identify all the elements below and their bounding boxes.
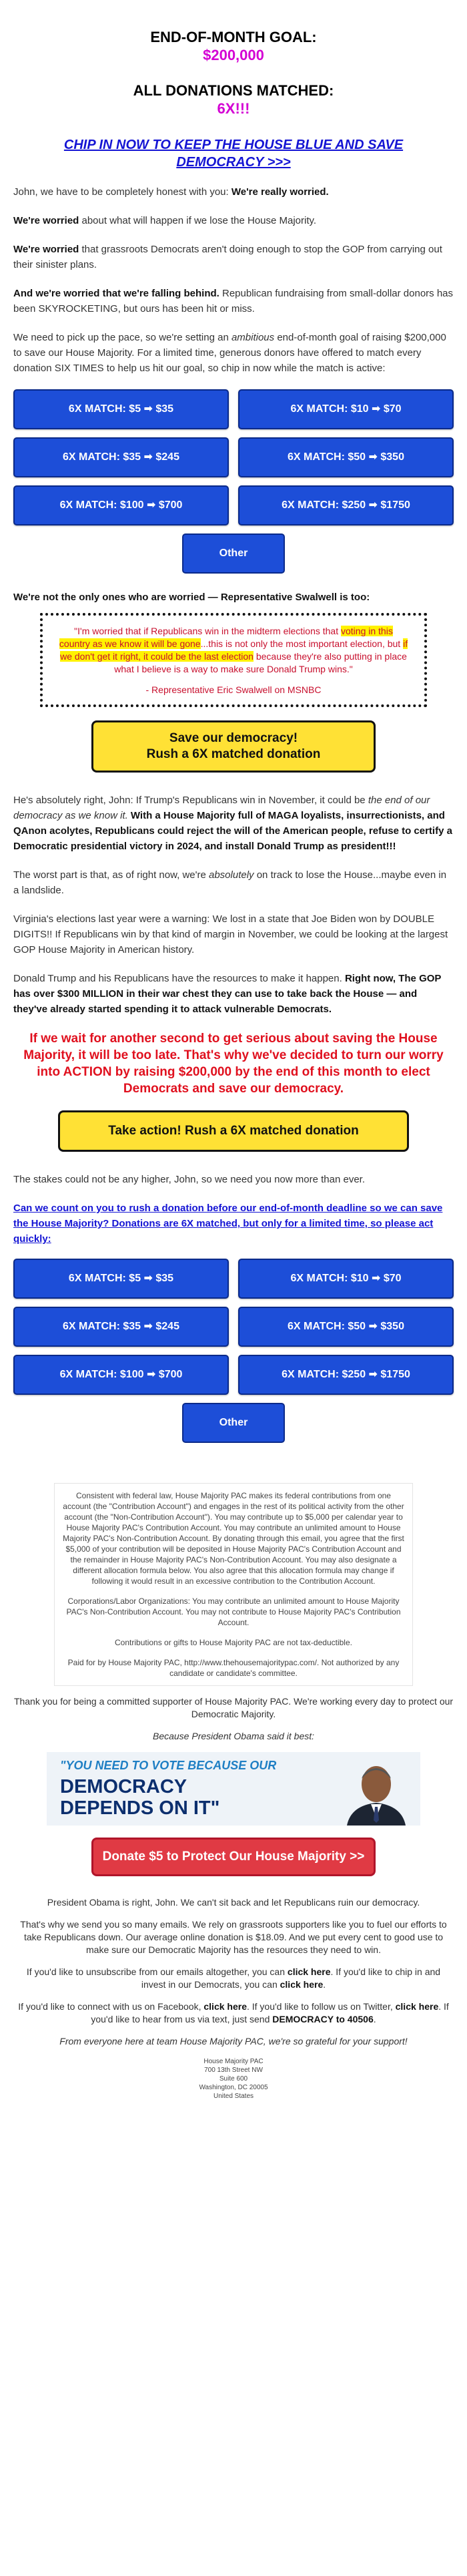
address-line: 700 13th Street NW xyxy=(204,2067,263,2074)
count-on-you-link[interactable]: Can we count on you to rush a donation before our end-of-month deadline so we can save the House Majority? Donations are 6X matched, but only for a limited time, so please act quickly: xyxy=(13,1203,443,1245)
mailing-address xyxy=(13,2057,454,2101)
text: . xyxy=(373,2014,376,2024)
text: on track to lose the House...maybe even in a landslide. xyxy=(13,869,447,896)
text-bold: We're worried xyxy=(13,215,79,226)
cta1-line2: Rush a 6X matched donation xyxy=(146,747,321,761)
unsubscribe-text xyxy=(13,1966,454,1991)
donate-5-button[interactable]: Donate $5 to Protect Our House Majority >> xyxy=(91,1838,376,1876)
intro-p3 xyxy=(13,242,454,272)
text-italic: absolutely xyxy=(209,869,254,881)
match-label: ALL DONATIONS MATCHED: xyxy=(133,82,334,99)
text: . If you'd like to chip in and invest in our Democrats, you can xyxy=(141,1966,441,1990)
match-value: 6X!!! xyxy=(217,100,250,117)
legal-p1: Consistent with federal law, House Majority PAC makes its federal contributions from one account (the "Contribution Account") and engages in the rest of its political activity from the other account (the "Non-Contribution Account"). You may contribute up to $5,000 per calendar year to House Majority PAC's Contribution Account. You may contribute an unlimited amount to House Majority PAC's Non-Contribution Account. By donating through this email, you agree that the first $5,000 of your contribution will be deposited in House Majority PAC's Contribution Account and the remainder in House Majority PAC's Non-Contribution Account. You may also designate a different allocation formula below. You also agree that this allocation formula may change if following it would result in an excessive contribution to the Contribution Account. xyxy=(63,1491,404,1586)
goal-amount: $200,000 xyxy=(203,47,264,63)
match-button-grid-2 xyxy=(13,1259,454,1395)
intro-p1 xyxy=(13,184,454,200)
text: that grassroots Democrats aren't doing enough to stop the GOP from carrying out their sinister plans. xyxy=(13,244,442,270)
obama-said: Because President Obama said it best: xyxy=(152,1731,315,1741)
legal-p2: Corporations/Labor Organizations: You may contribute an unlimited amount to House Majority PAC's Non-Contribution Account. You may not contribute to House Majority PAC's Contribution Account. xyxy=(66,1596,401,1627)
banner-small-text: "YOU NEED TO VOTE BECAUSE OUR xyxy=(60,1759,277,1772)
cta1-line1: Save our democracy! xyxy=(169,731,298,745)
text: John, we have to be completely honest with you: xyxy=(13,186,231,198)
other-amount-button[interactable]: Other xyxy=(182,533,285,574)
text: If you'd like to unsubscribe from our emails altogether, you can xyxy=(26,1966,288,1977)
goal-label: END-OF-MONTH GOAL: xyxy=(150,29,317,45)
match-button-50[interactable]: 6X MATCH: $50 ➡ $350 xyxy=(238,437,454,477)
swalwell-intro: We're not the only ones who are worried — Representative Swalwell is too: xyxy=(13,592,370,603)
quote-text: ...this is not only the most important election, but xyxy=(200,638,404,649)
match-button-35[interactable]: 6X MATCH: $35 ➡ $245 xyxy=(13,437,229,477)
text: . xyxy=(323,1979,326,1990)
body-p6 xyxy=(13,793,454,854)
match-button-10[interactable]: 6X MATCH: $10 ➡ $70 xyxy=(238,1259,454,1299)
twitter-link[interactable]: click here xyxy=(395,2001,439,2012)
text-keyword: DEMOCRACY to 40506 xyxy=(272,2014,374,2024)
goal-header xyxy=(13,28,454,118)
match-button-100[interactable]: 6X MATCH: $100 ➡ $700 xyxy=(13,485,229,525)
address-line: House Majority PAC xyxy=(203,2058,264,2065)
quote-highlight: if we don't get it right, it could be the last election xyxy=(60,638,408,662)
match-button-10[interactable]: 6X MATCH: $10 ➡ $70 xyxy=(238,389,454,429)
match-button-100[interactable]: 6X MATCH: $100 ➡ $700 xyxy=(13,1355,229,1395)
chip-in-footer-link[interactable]: click here xyxy=(280,1979,324,1990)
match-button-5[interactable]: 6X MATCH: $5 ➡ $35 xyxy=(13,389,229,429)
text-italic: ambitious xyxy=(231,332,275,343)
address-line: Washington, DC 20005 xyxy=(199,2084,268,2091)
quote-text: because they're also putting in place what I believe is a way to make sure Donald Trump wins." xyxy=(114,651,407,674)
match-button-5[interactable]: 6X MATCH: $5 ➡ $35 xyxy=(13,1259,229,1299)
swalwell-quote xyxy=(40,613,427,707)
thanks-text: Thank you for being a committed supporter of House Majority PAC. We're working every day to protect our Democratic Majority. xyxy=(13,1696,454,1719)
text-bold: We're worried xyxy=(13,244,79,255)
text-bold: And we're worried that we're falling behind. xyxy=(13,288,219,299)
quote-text: "I'm worried that if Republicans win in the midterm elections that xyxy=(74,626,341,636)
email-body xyxy=(13,0,454,2101)
text-bold: We're really worried. xyxy=(231,186,329,198)
body-p7 xyxy=(13,867,454,898)
take-action-button[interactable]: Take action! Rush a 6X matched donation xyxy=(58,1110,409,1152)
text: Donald Trump and his Republicans have the resources to make it happen. xyxy=(13,973,345,984)
unsubscribe-link[interactable]: click here xyxy=(287,1966,331,1977)
obama-portrait-icon xyxy=(342,1756,411,1826)
quote-highlight: voting in this country as we know it will be gone xyxy=(59,626,393,649)
match-button-grid xyxy=(13,389,454,525)
legal-disclaimer xyxy=(54,1483,413,1686)
text-bold: Right now, The GOP has over $300 MILLION in their war chest they can use to take back the House — and they've already started spending it to attack vulnerable Democrats. xyxy=(13,973,442,1015)
banner-big-line2: DEPENDS ON IT" xyxy=(60,1797,220,1819)
emails-note: That's why we send you so many emails. We rely on grassroots supporters like you to fuel our efforts to take Republicans down. Our average online donation is $18.09. And we put every cent to good use to make sure our Democratic Majority has the resources they need to win. xyxy=(20,1919,447,1955)
other-amount-button[interactable]: Other xyxy=(182,1403,285,1443)
text: The worst part is that, as of right now, we're xyxy=(13,869,209,881)
intro-p4 xyxy=(13,286,454,316)
text: about what will happen if we lose the House Majority. xyxy=(79,215,317,226)
banner-big-text xyxy=(60,1776,219,1819)
body-p9 xyxy=(13,971,454,1017)
obama-right-text: President Obama is right, John. We can't sit back and let Republicans ruin our democracy. xyxy=(47,1897,420,1908)
match-button-50[interactable]: 6X MATCH: $50 ➡ $350 xyxy=(238,1307,454,1347)
text: If you'd like to connect with us on Facebook, xyxy=(18,2001,204,2012)
address-line: United States xyxy=(213,2093,254,2100)
body-p8: Virginia's elections last year were a warning: We lost in a state that Joe Biden won by DOUBLE DIGITS!! If Republicans win by that kind of margin in November, we could be looking at the largest GOP House Majority in American history. xyxy=(13,913,448,955)
text: . If you'd like to hear from us via text, just send xyxy=(91,2001,449,2024)
intro-p2 xyxy=(13,213,454,228)
text-italic: the end of our democracy as we know it. xyxy=(13,795,430,821)
text: Republican fundraising from small-dollar donors has been SKYROCKETING, but ours has been hit or miss. xyxy=(13,288,454,314)
quote-attribution: - Representative Eric Swalwell on MSNBC xyxy=(145,684,322,695)
text-bold: With a House Majority full of MAGA loyalists, insurrectionists, and QAnon acolytes, Republicans could reject the will of the American people, refuse to certify a Democratic presidential victory in 2024, and install Donald Trump as president!!! xyxy=(13,810,452,852)
red-lead: If we wait for another second to get serious about saving the House Majority, it will be too late. That's why we've decided to turn our worry into ACTION by raising $200,000 by the end of this month to elect Democrats and save our democracy. xyxy=(23,1032,444,1096)
save-democracy-button[interactable] xyxy=(91,720,376,773)
obama-banner[interactable] xyxy=(47,1752,420,1826)
banner-big-line1: DEMOCRACY xyxy=(60,1776,187,1797)
intro-p5 xyxy=(13,330,454,376)
text: He's absolutely right, John: If Trump's Republicans win in November, it could be xyxy=(13,795,368,806)
signoff-text: From everyone here at team House Majority PAC, we're so grateful for your support! xyxy=(59,2036,408,2047)
chip-in-link[interactable]: CHIP IN NOW TO KEEP THE HOUSE BLUE AND SAVE DEMOCRACY >>> xyxy=(63,138,404,170)
address-line: Suite 600 xyxy=(219,2075,248,2083)
match-button-35[interactable]: 6X MATCH: $35 ➡ $245 xyxy=(13,1307,229,1347)
legal-p3: Contributions or gifts to House Majority PAC are not tax-deductible. xyxy=(115,1638,352,1647)
facebook-link[interactable]: click here xyxy=(203,2001,247,2012)
text: end-of-month goal of raising $200,000 to save our House Majority. For a limited time, generous donors have offered to match every donation SIX TIMES to help us hit our goal, so chip in now while the match is active: xyxy=(13,332,446,374)
social-text xyxy=(13,2000,454,2026)
text: We need to pick up the pace, so we're setting an xyxy=(13,332,231,343)
match-button-250[interactable]: 6X MATCH: $250 ➡ $1750 xyxy=(238,485,454,525)
stakes-text: The stakes could not be any higher, John, so we need you now more than ever. xyxy=(13,1174,365,1185)
footer xyxy=(13,1695,454,2048)
match-button-250[interactable]: 6X MATCH: $250 ➡ $1750 xyxy=(238,1355,454,1395)
legal-p4: Paid for by House Majority PAC, http://www.thehousemajoritypac.com/. Not authorized by any candidate or candidate's committee. xyxy=(67,1658,400,1678)
text: . If you'd like to follow us on Twitter, xyxy=(246,2001,396,2012)
